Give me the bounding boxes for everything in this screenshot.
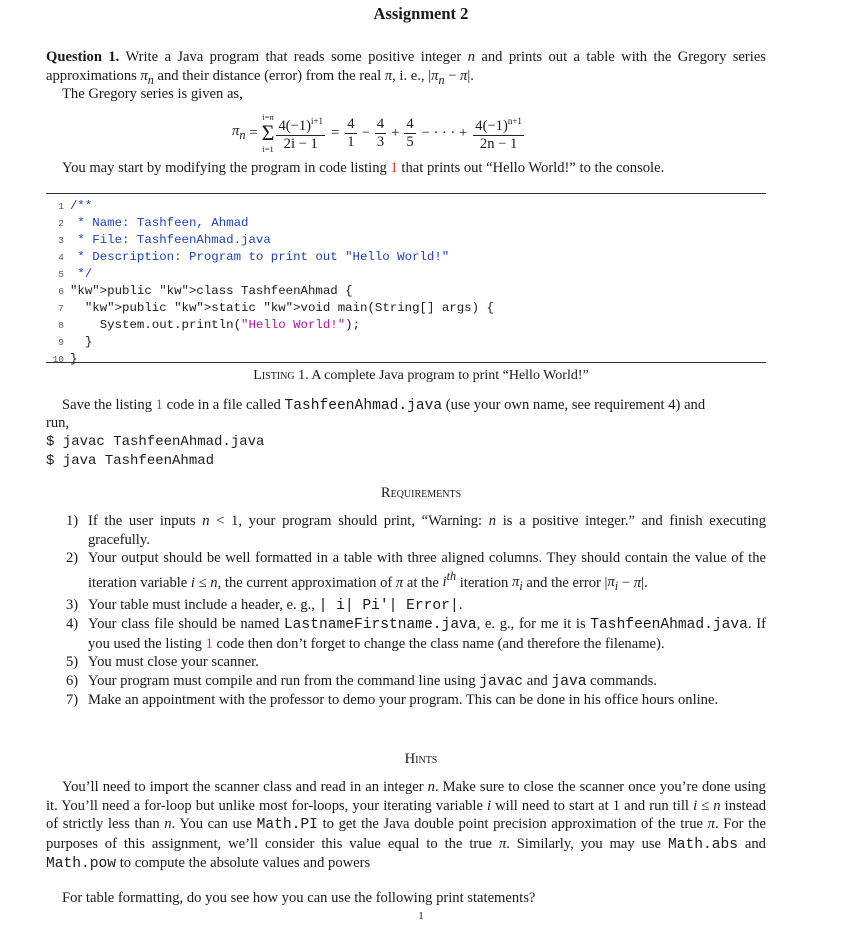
code-text: System.out.println("Hello World!"); <box>70 318 361 332</box>
requirement-text: Your class file should be named LastnameFirstname.java, e. g., for me it is TashfeenAhmad.java. If you used the listing 1 code then don’t forget to change the class name (and therefore the filename). <box>88 616 766 652</box>
code-listing <box>46 198 766 368</box>
requirement-number: 1) <box>66 513 79 529</box>
requirement-item <box>66 691 766 710</box>
code-text: "kw">public "kw">class TashfeenAhmad { <box>70 284 353 298</box>
requirement-number: 4) <box>66 616 79 633</box>
page-number: 1 <box>418 910 424 922</box>
q1-text-c: Gregory series approximations <box>46 49 766 84</box>
line-number: 3 <box>58 235 64 246</box>
save-run-text: run, <box>46 415 70 431</box>
fraction-n: $\frac{4(-1)^{n+1}}{2n - 1}$ <box>473 113 524 153</box>
code-line <box>46 249 766 266</box>
error-expression: $|\pi_n - \pi|$ <box>428 67 471 87</box>
requirement-item <box>66 653 766 672</box>
requirement-item <box>66 596 766 616</box>
fraction-3: $\frac{4}{5}$ <box>406 115 414 150</box>
hints-heading: Hints <box>404 751 438 767</box>
fraction-general: $\frac{4(-1)^{i+1}}{2i - 1}$ <box>276 113 325 153</box>
code-text: } <box>70 335 93 349</box>
listing-top-rule <box>46 193 766 194</box>
fraction-1: $\frac{4}{1}$ <box>347 115 355 150</box>
command-java: $ java TashfeenAhmad <box>46 453 215 469</box>
requirements-list <box>66 512 766 710</box>
fraction-2: $\frac{4}{3}$ <box>376 115 385 150</box>
listing-bottom-rule <box>46 362 766 363</box>
code-line <box>46 351 766 368</box>
gregory-formula <box>232 110 526 156</box>
code-text: * File: TashfeenAhmad.java <box>70 233 271 247</box>
line-number: 7 <box>58 303 64 314</box>
requirement-text: Your table must include a header, e. g., | i| Pi'| Error|. <box>88 596 463 614</box>
requirement-number: 5) <box>66 654 79 671</box>
line-number: 4 <box>58 252 64 263</box>
question-1-paragraph: Question 1. Write a Java program that reads some positive integer n and prints out a table with the Gregory series approximations $\pi_n$ and their distance (error) from the real π, i. e., $|\pi_n - \pi|$. <box>46 49 766 87</box>
requirement-text: Your output should be well formatted in a table with three aligned columns. They should contain the value of the iteration variable i ≤ n, the current approximation of π at the $i^{th}$ iteration $\pi_i$ and the error $|\pi_i - \pi|$. <box>88 550 766 594</box>
requirement-number: 2) <box>66 550 79 566</box>
line-number: 6 <box>58 286 64 297</box>
formula-equals-2: = <box>331 124 340 141</box>
modify-instruction: You may start by modifying the program in code listing 1 that prints out “Hello World!” to the console. <box>62 160 665 176</box>
line-number: 5 <box>58 269 64 280</box>
listing-ref-link[interactable]: 1 <box>390 160 398 176</box>
code-line <box>46 334 766 351</box>
requirement-item <box>66 549 766 596</box>
code-text: "kw">public "kw">static "kw">void main(String[] args) { <box>84 301 494 315</box>
requirement-number: 3) <box>66 596 79 613</box>
hints-paragraph: You’ll need to import the scanner class and read in an integer n. Make sure to close the scanner once you’re done using it. You’ll need a for-loop but unlike most for-loops, your iterating variable i will need to start at 1 and run till i ≤ n instead of strictly less than n. You can use Math.PI to get the Java double point precision approximation of the true π. For the purposes of this assignment, we’ll consider this value equal to the true π. Similarly, you may use Math.abs and Math.pow to compute the absolute values and powers <box>46 779 766 872</box>
filename: TashfeenAhmad.java <box>284 398 443 414</box>
pi-symbol: π <box>384 67 393 84</box>
table-formatting-question: For table formatting, do you see how you can use the following print statements? <box>62 890 536 906</box>
code-line <box>46 300 766 317</box>
code-line <box>46 283 766 300</box>
requirement-text: Your program must compile and run from the command line using javac and java commands. <box>88 672 658 690</box>
line-number: 2 <box>58 218 64 229</box>
code-text: * Name: Tashfeen, Ahmad <box>70 216 249 230</box>
document-title: Assignment 2 <box>373 4 469 23</box>
requirement-item <box>66 512 766 549</box>
formula-ellipsis: − · · · + <box>421 124 468 141</box>
line-number: 9 <box>58 337 64 348</box>
requirements-heading: Requirements <box>380 485 462 501</box>
var-n: n <box>467 49 475 65</box>
requirement-text: Make an appointment with the professor to demo your program. This can be done in his office hours online. <box>88 692 719 709</box>
question-label: Question 1. <box>46 49 120 65</box>
code-line <box>46 198 766 215</box>
requirement-item <box>66 615 766 653</box>
pi-n-symbol: $\pi_n$ <box>140 67 154 87</box>
formula-pi-n: $\pi_n$ <box>232 123 246 142</box>
requirement-text: You must close your scanner. <box>88 654 259 671</box>
save-instruction: Save the listing 1 code in a file called TashfeenAhmad.java (use your own name, see requirement 4) and <box>62 397 706 414</box>
formula-plus: + <box>391 124 400 141</box>
requirement-number: 6) <box>66 672 79 689</box>
q1-text-b: and prints out a table with the <box>474 49 672 65</box>
formula-minus: − <box>361 124 370 141</box>
code-text: */ <box>70 267 93 281</box>
line-number: 8 <box>58 320 64 331</box>
q1-text-a: Write a Java program that reads some positive integer <box>125 49 468 65</box>
command-javac: $ javac TashfeenAhmad.java <box>46 434 265 450</box>
requirement-text: If the user inputs n < 1, your program should print, “Warning: n is a positive integer.” and finish executing gracefully. <box>88 513 767 548</box>
code-line <box>46 266 766 283</box>
requirement-item <box>66 672 766 692</box>
sum-operator: i=n Σ i=1 <box>261 112 275 154</box>
code-line <box>46 215 766 232</box>
gregory-intro: The Gregory series is given as, <box>62 86 243 102</box>
code-text: * Description: Program to print out "Hello World!" <box>70 250 450 264</box>
listing-ref-link-2[interactable]: 1 <box>155 397 163 413</box>
code-text: } <box>70 352 78 366</box>
code-text: /** <box>70 199 93 213</box>
q1-text-e: , i. e., <box>392 67 429 84</box>
code-line <box>46 232 766 249</box>
listing-caption: Listing 1. A complete Java program to print “Hello World!” <box>253 368 589 383</box>
line-number: 1 <box>58 201 64 212</box>
requirement-number: 7) <box>66 692 79 709</box>
code-line <box>46 317 766 334</box>
line-number: 10 <box>52 354 64 365</box>
formula-equals: = <box>249 124 258 141</box>
q1-text-d: and their distance (error) from the real <box>153 67 385 84</box>
